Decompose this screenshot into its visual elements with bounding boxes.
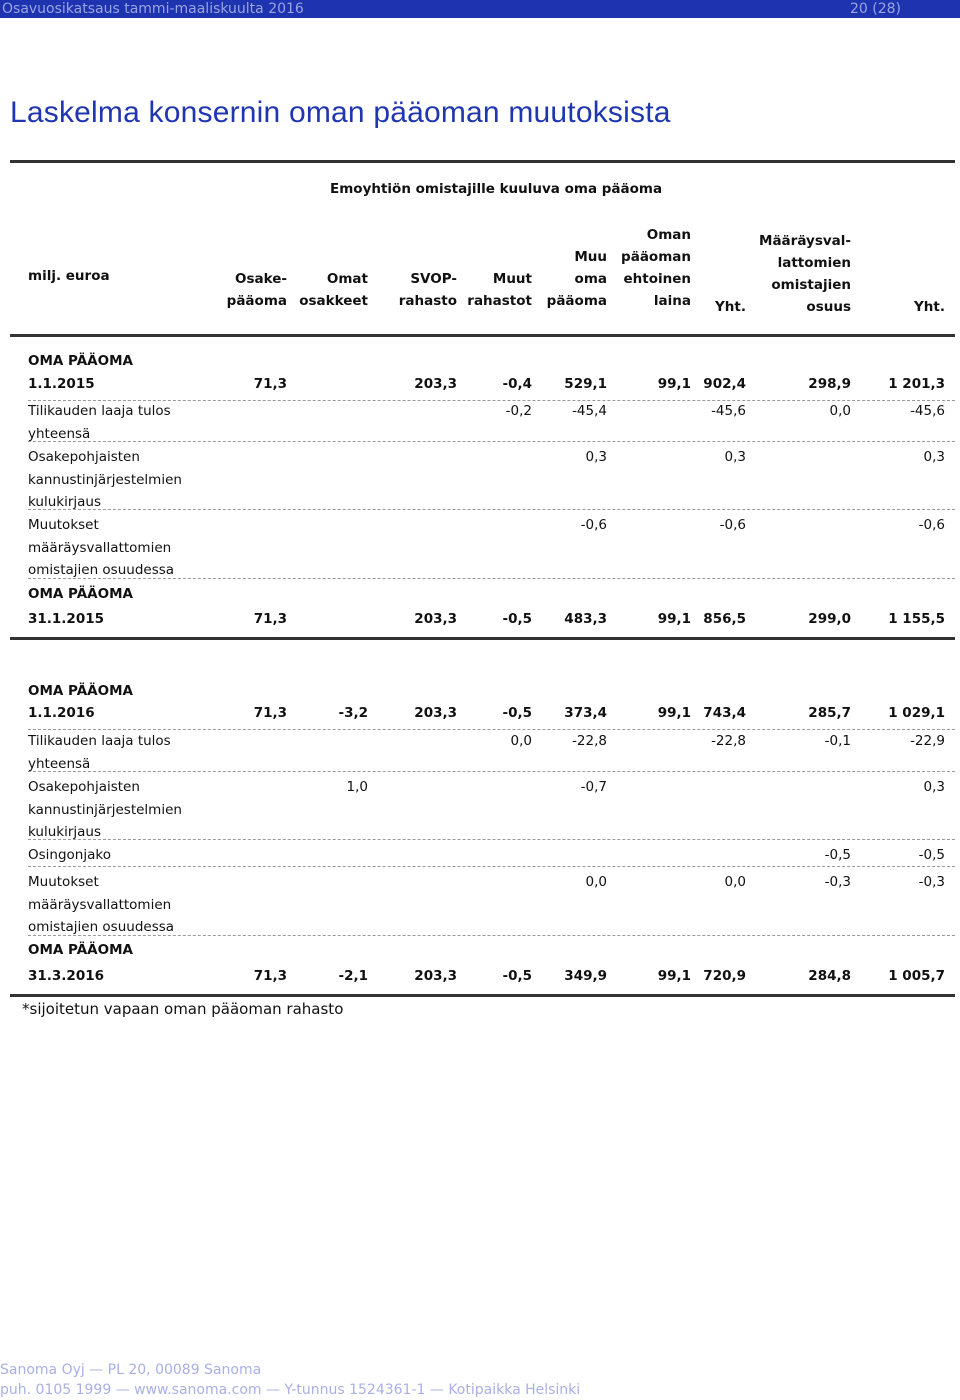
table-cell: 349,9 [564,968,607,984]
table-cell: -0,5 [918,847,945,863]
table-cell: 203,3 [414,611,457,627]
table-cell: 0,0 [585,874,607,890]
table-cell: 298,9 [808,376,851,392]
row-divider [28,866,955,867]
table-cell: 284,8 [808,968,851,984]
table-cell: 856,5 [703,611,746,627]
table-cell: 1 029,1 [888,705,945,721]
table-cell: 203,3 [414,968,457,984]
table-cell: -45,4 [572,403,607,419]
table-cell: -0,5 [502,705,532,721]
table-cell: -0,5 [502,611,532,627]
opening-date: 1.1.2016 [28,705,95,721]
page-header-bar [0,0,960,18]
opening-date: 1.1.2015 [28,376,95,392]
table-cell: 99,1 [657,611,691,627]
table-cell: 0,3 [923,779,945,795]
footer-address: Sanoma Oyj — PL 20, 00089 Sanoma [0,1362,262,1378]
row-label: Osingonjako [28,847,111,863]
table-cell: 720,9 [703,968,746,984]
table-cell: -0,6 [580,517,607,533]
column-header: Yht. [914,299,945,315]
table-cell: 99,1 [657,968,691,984]
table-cell: -0,3 [824,874,851,890]
column-header: Omat osakkeet [299,271,368,309]
row-label: Tilikauden laaja tulos yhteensä [28,403,171,442]
table-cell: 483,3 [564,611,607,627]
table-cell: -22,8 [572,733,607,749]
row-divider [10,994,955,997]
table-cell: 1 155,5 [888,611,945,627]
footer-contact: puh. 0105 1999 — www.sanoma.com — Y-tunnus 1524361-1 — Kotipaikka Helsinki [0,1382,581,1398]
table-cell: 0,3 [724,449,746,465]
column-header: Oman pääoman ehtoinen laina [621,227,691,309]
table-cell: 99,1 [657,376,691,392]
table-cell: 529,1 [564,376,607,392]
row-label: Tilikauden laaja tulos yhteensä [28,733,171,772]
group-header: Emoyhtiön omistajille kuuluva oma pääoma [330,181,663,197]
table-cell: 0,0 [510,733,532,749]
row-label: Osakepohjaisten kannustinjärjestelmien kulukirjaus [28,779,182,840]
section-heading: OMA PÄÄOMA [28,353,133,369]
page-title: Laskelma konsernin oman pääoman muutoksista [10,96,671,129]
footnote: *sijoitetun vapaan oman pääoman rahasto [22,1000,344,1018]
report-name: Osavuosikatsaus tammi-maaliskuulta 2016 [2,1,304,17]
closing-date: 31.3.2016 [28,968,105,984]
table-cell: -3,2 [338,705,368,721]
column-header: SVOP- rahasto [398,271,457,309]
table-cell: -0,7 [580,779,607,795]
table-cell: 1,0 [346,779,368,795]
table-cell: 1 201,3 [888,376,945,392]
table-cell: 71,3 [253,611,287,627]
row-label: Muutokset määräysvallattomien omistajien osuudessa [28,874,175,935]
table-cell: -0,1 [824,733,851,749]
row-divider [28,509,955,510]
section-heading: OMA PÄÄOMA [28,942,133,958]
column-header: Määräysval- lattomien omistajien osuus [759,233,851,315]
row-divider [28,771,955,772]
column-header: Muu oma pääoma [546,249,607,309]
table-cell: 0,3 [923,449,945,465]
table-cell: 0,0 [829,403,851,419]
table-cell: -0,6 [719,517,746,533]
row-divider [28,839,955,840]
table-cell: -0,2 [505,403,532,419]
table-cell: 285,7 [808,705,851,721]
table-cell: -0,6 [918,517,945,533]
table-cell: -22,8 [711,733,746,749]
row-divider [28,578,955,579]
row-divider [28,441,955,442]
table-cell: 203,3 [414,376,457,392]
unit-label: milj. euroa [28,268,110,284]
table-cell: 299,0 [808,611,851,627]
column-header: Osake- pääoma [226,271,287,309]
table-cell: 71,3 [253,968,287,984]
table-cell: -0,3 [918,874,945,890]
table-cell: 373,4 [564,705,607,721]
table-cell: 99,1 [657,705,691,721]
closing-date: 31.1.2015 [28,611,105,627]
title-rule [10,160,955,163]
table-cell: 0,3 [585,449,607,465]
table-cell: 743,4 [703,705,746,721]
header-rule [10,334,955,337]
page-number: 20 (28) [850,1,902,17]
column-header: Yht. [715,299,746,315]
table-cell: 71,3 [253,376,287,392]
table-cell: -45,6 [910,403,945,419]
table-cell: -45,6 [711,403,746,419]
table-cell: 902,4 [703,376,746,392]
row-divider [28,935,955,936]
table-cell: -0,4 [502,376,532,392]
table-cell: -0,5 [502,968,532,984]
row-divider [10,637,955,640]
section-heading: OMA PÄÄOMA [28,683,133,699]
table-cell: 71,3 [253,705,287,721]
table-cell: 1 005,7 [888,968,945,984]
table-cell: -0,5 [824,847,851,863]
table-cell: 0,0 [724,874,746,890]
section-heading: OMA PÄÄOMA [28,586,133,602]
table-cell: -22,9 [910,733,945,749]
table-cell: -2,1 [338,968,368,984]
column-header: Muut rahastot [467,271,532,309]
row-label: Osakepohjaisten kannustinjärjestelmien kulukirjaus [28,449,182,510]
table-cell: 203,3 [414,705,457,721]
row-label: Muutokset määräysvallattomien omistajien osuudessa [28,517,175,578]
